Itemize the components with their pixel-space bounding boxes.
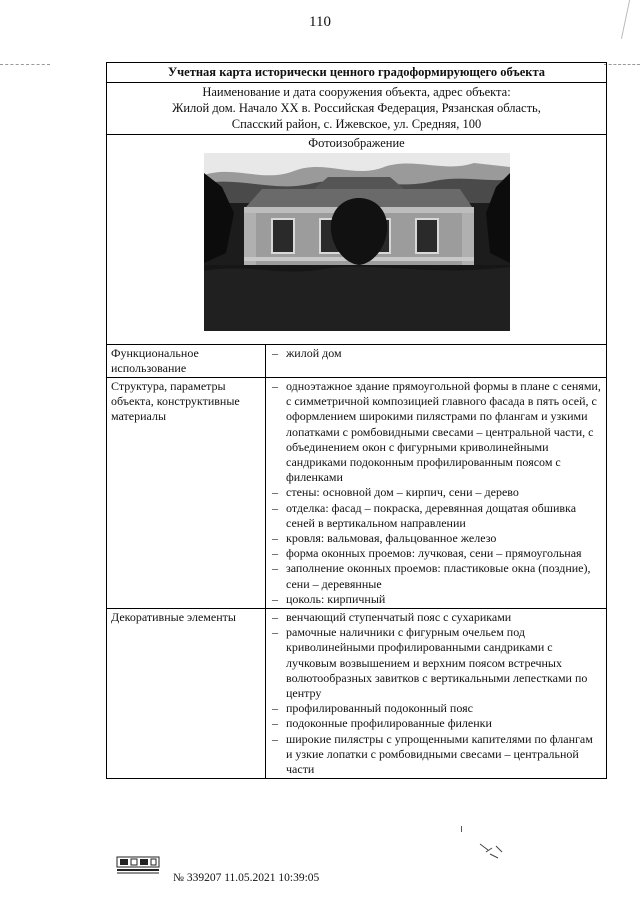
object-info-address: Спасский район, с. Ижевское, ул. Средняя, 100	[231, 117, 482, 131]
object-info-name-date: Жилой дом. Начало XX в. Российская Федерация, Рязанская область,	[172, 101, 541, 115]
list-item: – форма оконных проемов: лучковая, сени – прямоугольная	[270, 546, 602, 561]
row-value	[266, 609, 607, 779]
photo-section	[107, 135, 607, 345]
list-item: – венчающий ступенчатый пояс с сухариками	[270, 610, 602, 625]
object-info	[107, 83, 607, 135]
scan-margin-mark	[604, 64, 640, 65]
list-item: – цоколь: кирпичный	[270, 592, 602, 607]
list-item: – профилированный подоконный пояс	[270, 701, 602, 716]
list-item: – одноэтажное здание прямоугольной формы в плане с сенями, с симметричной композицией главного фасада в пять осей, с оформлением широкими пилястрами по флангам и узкими лопатками с ромбовидными свесами – центральной части, с объединением окон с фигурными криволинейными сандриками подоконным профилированным поясом с филенками	[270, 379, 602, 485]
row-label: Функциональное использование	[107, 345, 266, 378]
list-item: – подоконные профилированные филенки	[270, 716, 602, 731]
list-item: – широкие пилястры с упрощенными капителями по флангам и узкие лопатки с ромбовидными свесами – центральной части	[270, 732, 602, 778]
scan-mark	[461, 826, 462, 832]
row-label: Декоративные элементы	[107, 609, 266, 779]
list-item: – заполнение оконных проемов: пластиковые окна (поздние), сени – деревянные	[270, 561, 602, 591]
value-list	[270, 610, 602, 777]
registry-stamp-logo	[116, 856, 160, 874]
card-title: Учетная карта исторически ценного градоформирующего объекта	[107, 63, 607, 83]
list-item: – жилой дом	[270, 346, 602, 361]
photo-caption: Фотоизображение	[308, 136, 405, 150]
page-number: 110	[309, 14, 331, 30]
handwritten-mark	[478, 838, 504, 864]
row-value	[266, 345, 607, 378]
value-list	[270, 346, 602, 361]
list-item: – рамочные наличники с фигурным очельем под криволинейными профилированными сандриками с лучковым возвышением и верхним поясом встречных волютообразных завитков с вертикальными лепестками по центру	[270, 625, 602, 701]
object-info-heading: Наименование и дата сооружения объекта, адрес объекта:	[202, 85, 511, 99]
value-list	[270, 379, 602, 607]
list-item: – стены: основной дом – кирпич, сени – дерево	[270, 485, 602, 500]
list-item: – отделка: фасад – покраска, деревянная дощатая обшивка сеней в вертикальном направлении	[270, 501, 602, 531]
registration-card-table	[106, 62, 607, 779]
scan-margin-mark	[0, 64, 50, 65]
list-item: – кровля: вальмовая, фальцованное железо	[270, 531, 602, 546]
row-value	[266, 378, 607, 609]
house-photo	[204, 153, 510, 331]
document-registration-code: № 339207 11.05.2021 10:39:05	[173, 872, 320, 884]
row-label: Структура, параметры объекта, конструктивные материалы	[107, 378, 266, 609]
